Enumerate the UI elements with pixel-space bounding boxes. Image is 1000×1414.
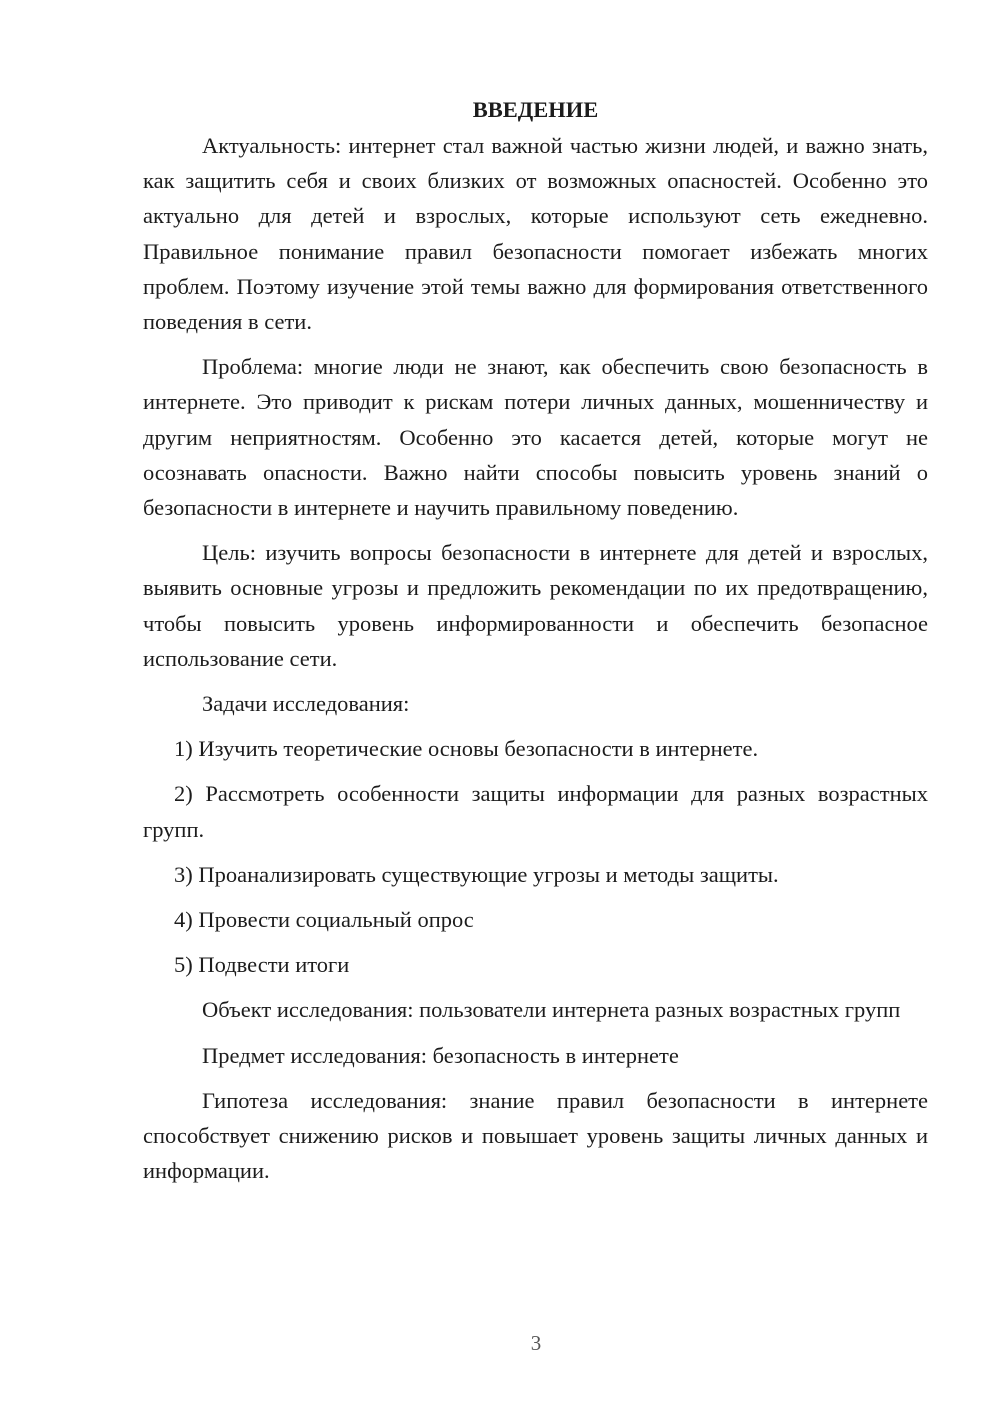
paragraph-subject: Предмет исследования: безопасность в интернете xyxy=(202,1042,679,1068)
list-item-task-3: 3) Проанализировать существующие угрозы и методы защиты. xyxy=(174,861,779,887)
list-item-task-2: 2) Рассмотреть особенности защиты информации для разных возрастных групп. xyxy=(143,781,928,842)
paragraph-relevance: Актуальность: интернет стал важной частью жизни людей, и важно знать, как защитить себя и своих близких от возможных опасностей. Особенно это актуально для детей и взрослых, которые используют сеть ежедневно. Правильное понимание правил безопасности помогает избежать многих проблем. Поэтому изучение этой темы важно для формирования ответственного поведения в сети. xyxy=(143,133,928,335)
paragraph-problem: Проблема: многие люди не знают, как обеспечить свою безопасность в интернете. Это приводит к рискам потери личных данных, мошенничеству и другим неприятностям. Особенно это касается детей, которые могут не осознавать опасности. Важно найти способы повысить уровень знаний о безопасности в интернете и научить правильному поведению. xyxy=(143,354,928,521)
page-title: ВВЕДЕНИЕ xyxy=(472,97,599,122)
paragraph-object: Объект исследования: пользователи интернета разных возрастных групп xyxy=(202,997,901,1023)
list-item-task-4: 4) Провести социальный опрос xyxy=(174,907,474,933)
list-item-task-1: 1) Изучить теоретические основы безопасности в интернете. xyxy=(174,736,759,762)
paragraph-goal: Цель: изучить вопросы безопасности в интернете для детей и взрослых, выявить основные угрозы и предложить рекомендации по их предотвращению, чтобы повысить уровень информированности и обеспечить безопасное использование сети. xyxy=(143,540,928,671)
paragraph-hypothesis: Гипотеза исследования: знание правил безопасности в интернете способствует снижению рисков и повышает уровень защиты личных данных и информации. xyxy=(143,1087,928,1184)
document-body xyxy=(143,92,928,1198)
list-item-task-5: 5) Подвести итоги xyxy=(174,952,350,978)
paragraph-tasks-heading: Задачи исследования: xyxy=(202,691,410,717)
page-number: 3 xyxy=(530,1331,542,1355)
